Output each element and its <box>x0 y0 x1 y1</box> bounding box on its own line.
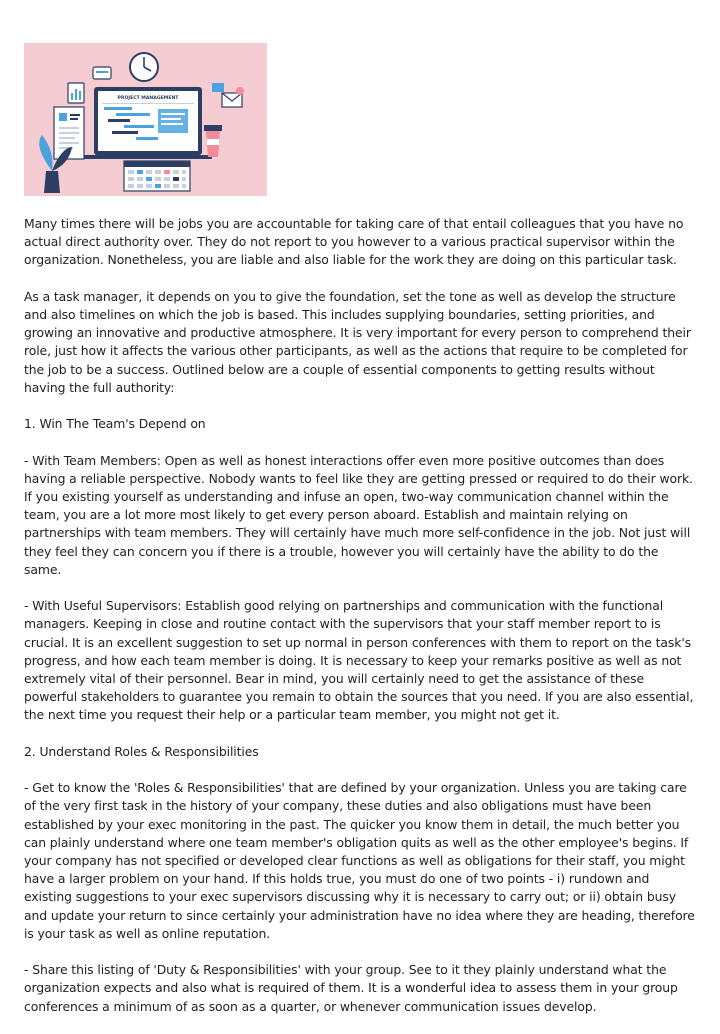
chat-bubble-icon <box>93 67 111 79</box>
paragraph-share-listing: - Share this listing of 'Duty & Responsibilities' with your group. See to it they plainly understand what the organization expects and also what is required of them. It is a wonderful idea to assess them in your group conferences a minimum of as soon as a quarter, or whenever communication issues develop. <box>24 962 678 1014</box>
project-management-illustration <box>24 43 267 196</box>
calendar-icon <box>124 161 190 191</box>
coffee-cup-icon <box>204 125 222 157</box>
paragraph-team-members: - With Team Members: Open as well as honest interactions offer even more positive outcomes than does having a reliable perspective. Nobody wants to feel like they are getting pressed or required to do their work. If you existing yourself as understanding and infuse an open, two-way communication channel within the team, you are a lot more most likely to get every person aboard. Establish and maintain relying on partnerships with team members. They will certainly have much more self-confidence in the job. Not just will they feel they can concern you if there is a trouble, however you will certainly have the ability to do the same. <box>24 452 693 577</box>
paragraph-roles-responsibilities: - Get to know the 'Roles & Responsibilities' that are defined by your organization. Unless you are taking care of the very first task in the history of your company, these duties and also obligations must have been established by your exec monitoring in the past. The quicker you know them in detail, the much better you can plainly understand where one team member's obligation quits as well as the other employee's begins. If your company has not specified or developed clear functions as well as obligations for their staff, you might have a larger problem on your hand. If this holds true, you must do one of two points - i) rundown and existing suggestions to your exec supervisors discussing why it is necessary to carry out; or ii) obtain busy and update your return to since certainly your administration have no idea where they are heading, therefore is your task as well as online reputation. <box>24 780 695 941</box>
paragraph-intro: Many times there will be jobs you are accountable for taking care of that entail colleagues that you have no actual direct authority over. They do not report to you however to a various practical supervisor within the organization. Nonetheless, you are liable and also liable for the work they are doing on this particular task. <box>24 216 684 268</box>
bar-chart-icon <box>68 83 84 103</box>
paragraph-supervisors: - With Useful Supervisors: Establish good relying on partnerships and communication with the functional managers. Keeping in close and routine contact with the supervisors that your staff member report to is crucial. It is an excellent suggestion to set up normal in person conferences with them to report on the task's progress, and how each team member is doing. It is necessary to keep your remarks positive as well as not extremely vital of their personnel. Bear in mind, you will certainly need to get the assistance of these powerful stakeholders to guarantee you remain to obtain the sources that you need. If you are also essential, the next time you request their help or a particular team member, you might not get it. <box>24 598 694 723</box>
laptop-screen <box>84 87 212 159</box>
section-heading-win-trust: 1. Win The Team's Depend on <box>24 416 206 432</box>
section-heading-roles: 2. Understand Roles & Responsibilities <box>24 743 259 759</box>
screen-heading: PROJECT MANAGEMENT <box>117 96 179 101</box>
illustration-graphic <box>24 43 267 196</box>
article-body <box>24 215 698 1034</box>
folder-icon <box>212 83 224 92</box>
paragraph-task-manager: As a task manager, it depends on you to give the foundation, set the tone as well as develop the structure and also timelines on which the job is based. This includes supplying boundaries, setting priorities, and growing an innovative and productive atmosphere. It is very important for every person to comprehend their role, just how it affects the various other participants, as well as the actions that require to be completed for the job to be a success. Outlined below are a couple of essential components to getting results without having the full authority: <box>24 288 691 395</box>
envelope-icon <box>222 87 244 107</box>
clock-icon <box>130 53 158 81</box>
